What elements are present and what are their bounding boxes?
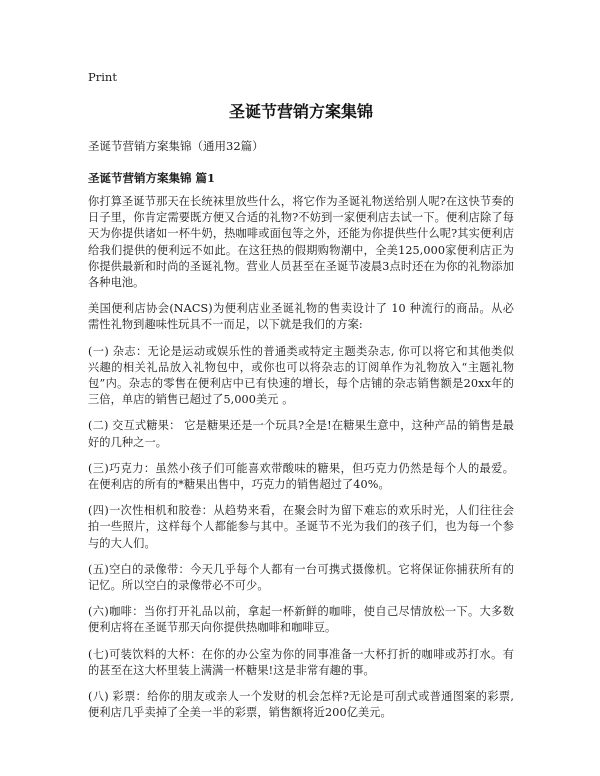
paragraph-candy: (二) 交互式糖果： 它是糖果还是一个玩具?全是!在糖果生意中，这种产品的销售是最好的几种之一。 — [88, 419, 514, 449]
paragraph-cup: (七)可装饮料的大杯：在你的办公室为你的同事准备一大杯打折的咖啡或苏打水。有的甚至在这大杯里装上满满一杯糖果!这是非常有趣的事。 — [88, 647, 514, 677]
document-title: 圣诞节营销方案集锦 — [228, 102, 373, 121]
paragraph-videotape: (五)空白的录像带：今天几乎每个人都有一台可携式摄像机。它将保证你捕获所有的记忆。所以空白的录像带必不可少。 — [88, 562, 514, 593]
paragraph-magazine: (一) 杂志：无论是运动或娱乐性的普通类或特定主题类杂志, 你可以将它和其他类似兴趣的相关礼品放入礼物包中，或你也可以将杂志的订阅单作为礼物放入“主题礼物包”内。杂志的零售在便利店中已有快速的增长，每个店铺的杂志销售额是20xx年的三倍，单店的销售已超过了5,000美元 。 — [88, 344, 514, 407]
section-heading: 圣诞节营销方案集锦 篇1 — [88, 171, 216, 185]
paragraph-coffee: (六)咖啡：当你打开礼品以前，拿起一杯新鲜的咖啡，使自己尽情放松一下。大多数便利店将在圣诞节那天向你提供热咖啡和咖啡豆。 — [88, 605, 514, 635]
paragraph-camera: (四)一次性相机和胶卷：从趋势来看，在聚会时为留下难忘的欢乐时光，人们往往会拍一些照片，这样每个人都能参与其中。圣诞节不光为我们的孩子们，也为每一个参与的大人们。 — [88, 504, 514, 550]
paragraph-chocolate: (三)巧克力：虽然小孩子们可能喜欢带酸味的糖果，但巧克力仍然是每个人的最爱。在便利店的所有的*糖果出售中，巧克力的销售超过了40%。 — [88, 461, 514, 492]
document-subtitle: 圣诞节营销方案集锦（通用32篇） — [88, 139, 264, 153]
paragraph-nacs: 美国便利店协会(NACS)为便利店业圣诞礼物的售卖设计了 10 种流行的商品。从必需性礼物到趣味性玩具不一而足，以下就是我们的方案: — [88, 302, 514, 332]
paragraph-intro: 你打算圣诞节那天在长统袜里放些什么，将它作为圣诞礼物送给别人呢?在这快节奏的日子里，你肯定需要既方便又合适的礼物?不妨到一家便利店去试一下。便利店除了每天为你提供诸如一杯牛奶，热咖啡或面包等之外，还能为你提供些什么呢?其实便利店给我们提供的便利远不如此。在这狂热的假期购物潮中，全美125,000家便利店正为你提供最新和时尚的圣诞礼物。营业人员甚至在圣诞节凌晨3点时还在为你的礼物添加各种电池。 — [88, 195, 514, 290]
paragraph-lottery: (八) 彩票：给你的朋友或亲人一个发财的机会怎样?无论是可刮式或普通图案的彩票, 便利店几乎卖掉了全美一半的彩票，销售额将近200亿美元。 — [88, 690, 514, 720]
print-label[interactable]: Print — [88, 70, 117, 84]
